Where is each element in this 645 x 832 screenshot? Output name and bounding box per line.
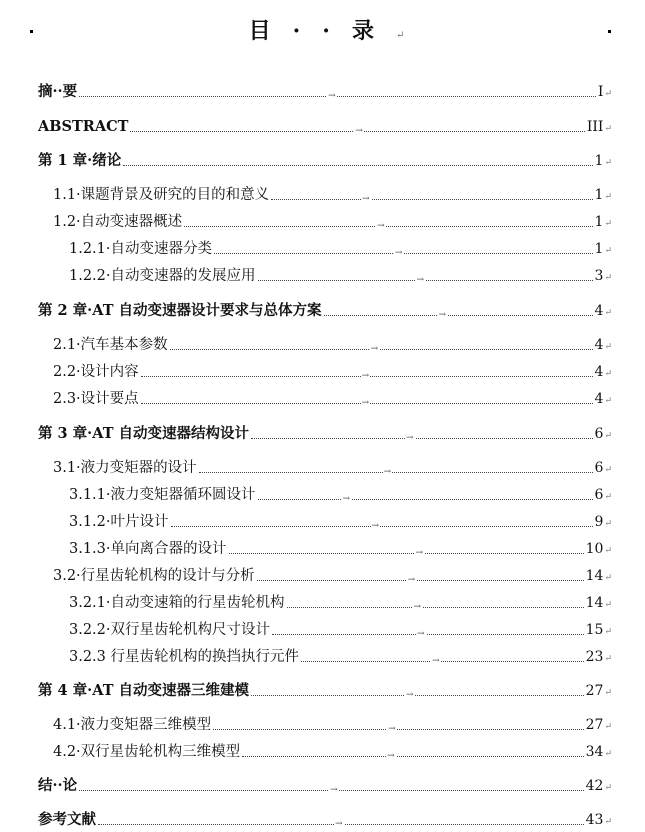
toc-entry-2-2[interactable] [53, 361, 612, 381]
tab-mark-icon: → [370, 344, 379, 354]
tab-mark-icon: → [406, 690, 414, 700]
toc-entry-label: ABSTRACT [38, 118, 129, 135]
paragraph-mark-icon: ↵ [604, 273, 612, 283]
dot-leader [324, 310, 593, 320]
tab-mark-icon: → [328, 91, 336, 101]
toc-entry-label: 3.1.3·单向离合器的设计 [69, 541, 227, 557]
toc-entry-1-2-2[interactable] [69, 265, 612, 285]
toc-entry-chapter-4[interactable] [38, 680, 612, 700]
dot-leader [229, 548, 584, 558]
dot-leader [141, 371, 593, 381]
toc-entry-page: III [586, 119, 604, 135]
paragraph-mark-icon: ↵ [604, 342, 612, 352]
toc-entry-label: 3.1·液力变矩器的设计 [53, 460, 197, 476]
toc-entry-page: 1 [594, 187, 604, 203]
toc-entry-label: 1.1·课题背景及研究的目的和意义 [53, 187, 270, 203]
toc-entry-chapter-1[interactable] [38, 150, 612, 170]
toc-entry-4-2[interactable] [53, 741, 612, 761]
tab-mark-icon: → [387, 751, 395, 761]
toc-entry-page: 14 [585, 595, 604, 611]
toc-entry-page: 6 [594, 460, 604, 476]
paragraph-mark-icon: ↵ [604, 219, 612, 229]
toc-entry-page: 27 [585, 683, 604, 699]
dot-leader [213, 724, 583, 734]
toc-entry-label: 4.1·液力变矩器三维模型 [53, 717, 212, 733]
dot-leader [257, 575, 584, 585]
tab-mark-icon: → [330, 785, 338, 795]
tab-mark-icon: → [388, 724, 396, 734]
dot-leader [79, 785, 584, 795]
paragraph-mark-icon: ↵ [604, 722, 612, 732]
toc-entry-page: 4 [594, 391, 604, 407]
toc-entry-3-2-2[interactable] [69, 619, 612, 639]
paragraph-mark-icon: ↵ [604, 124, 612, 134]
toc-entry-page: 42 [585, 778, 604, 794]
toc-entry-label: 2.1·汽车基本参数 [53, 337, 168, 353]
tab-mark-icon: → [407, 575, 416, 585]
toc-entry-page: 10 [585, 541, 604, 557]
toc-entry-label: 1.2.2·自动变速器的发展应用 [69, 268, 256, 284]
toc-entry-page: 9 [594, 514, 604, 530]
dot-leader [123, 165, 592, 166]
paragraph-mark-icon: ↵ [604, 465, 612, 475]
paragraph-mark-icon: ↵ [604, 431, 612, 441]
toc-entry-1-2[interactable] [53, 211, 612, 231]
paragraph-mark-icon: ↵ [604, 158, 612, 168]
paragraph-mark-icon: ↵ [395, 30, 405, 41]
paragraph-mark-icon: ↵ [604, 627, 612, 637]
paragraph-mark-icon: ↵ [604, 749, 612, 759]
toc-entry-page: I [597, 84, 604, 100]
toc-entry-label: 摘··要 [38, 83, 78, 100]
toc-entry-page: 1 [594, 153, 604, 169]
toc-entry-label: 3.2.1·自动变速箱的行星齿轮机构 [69, 595, 285, 611]
dot-leader [170, 344, 593, 354]
toc-title [0, 14, 645, 45]
toc-entry-page: 4 [594, 337, 604, 353]
toc-entry-4-1[interactable] [53, 714, 612, 734]
toc-entry-3-1-3[interactable] [69, 538, 612, 558]
toc-entry-3-1[interactable] [53, 457, 612, 477]
toc-entry-label: 参考文献 [38, 811, 96, 828]
toc-entry-label: 3.2.3 行星齿轮机构的换挡执行元件 [69, 649, 300, 665]
dot-leader [242, 751, 583, 761]
paragraph-mark-icon: ↵ [604, 600, 612, 610]
toc-entry-3-2[interactable] [53, 565, 612, 585]
dot-leader [301, 656, 584, 666]
toc-entry-1-1[interactable] [53, 184, 612, 204]
paragraph-mark-icon: ↵ [604, 519, 612, 529]
tab-mark-icon: → [362, 194, 370, 204]
tab-mark-icon: → [335, 819, 343, 829]
paragraph-mark-icon: ↵ [604, 573, 612, 583]
toc-entry-label: 2.2·设计内容 [53, 364, 139, 380]
dot-leader [141, 398, 593, 408]
toc-entry-label: 1.2·自动变速器概述 [53, 214, 183, 230]
paragraph-mark-icon: ↵ [604, 817, 612, 827]
toc-entry-page: 1 [594, 214, 604, 230]
tab-mark-icon: → [417, 629, 425, 639]
paragraph-mark-icon: ↵ [604, 688, 612, 698]
dot-leader [130, 126, 584, 136]
toc-entry-chapter-2[interactable] [38, 300, 612, 320]
paragraph-mark-icon: ↵ [604, 369, 612, 379]
tab-mark-icon: → [342, 494, 351, 504]
tab-mark-icon: → [355, 126, 363, 136]
paragraph-mark-icon: ↵ [604, 308, 612, 318]
dot-leader [251, 433, 593, 443]
toc-entry-page: 27 [585, 717, 604, 733]
dot-leader [251, 690, 584, 700]
toc-entry-page: 23 [585, 649, 604, 665]
toc-entry-3-2-3[interactable] [69, 646, 612, 666]
toc-entry-label: 第 4 章·AT 自动变速器三维建模 [38, 682, 250, 699]
toc-entry-page: 4 [594, 364, 604, 380]
paragraph-mark-icon: ↵ [604, 783, 612, 793]
toc-entry-page: 14 [585, 568, 604, 584]
dot-leader [171, 521, 593, 531]
toc-entry-label: 3.2·行星齿轮机构的设计与分析 [53, 568, 255, 584]
dot-leader [214, 248, 593, 258]
tab-mark-icon: → [416, 275, 425, 285]
dot-leader [98, 819, 584, 829]
toc-entry-2-3[interactable] [53, 388, 612, 408]
toc-entry-label: 3.1.2·叶片设计 [69, 514, 169, 530]
toc-title-text: 目··录 [248, 18, 396, 44]
toc-entry-label: 结··论 [38, 777, 78, 794]
toc-entry-page: 4 [594, 303, 604, 319]
dot-leader [258, 494, 593, 504]
toc-entry-page: 6 [594, 426, 604, 442]
toc-entry-3-1-1[interactable] [69, 484, 612, 504]
tab-mark-icon: → [432, 656, 440, 666]
tab-mark-icon: → [438, 310, 447, 320]
toc-entry-page: 43 [585, 812, 604, 828]
tab-mark-icon: → [413, 602, 422, 612]
dot-leader [184, 221, 592, 231]
tab-mark-icon: → [406, 433, 414, 443]
toc-entry-page: 15 [585, 622, 604, 638]
dot-leader [258, 275, 593, 285]
dot-leader [271, 194, 592, 204]
tab-mark-icon: → [415, 548, 424, 558]
paragraph-mark-icon: ↵ [604, 492, 612, 502]
toc-entry-abstract-cn[interactable] [38, 81, 612, 101]
paragraph-mark-icon: ↵ [604, 246, 612, 256]
toc-entry-label: 1.2.1·自动变速器分类 [69, 241, 213, 257]
paragraph-mark-icon: ↵ [604, 654, 612, 664]
toc-entry-page: 6 [594, 487, 604, 503]
toc-entry-3-1-2[interactable] [69, 511, 612, 531]
tab-mark-icon: → [383, 467, 392, 477]
toc-entry-2-1[interactable] [53, 334, 612, 354]
paragraph-mark-icon: ↵ [604, 546, 612, 556]
toc-entry-label: 第 2 章·AT 自动变速器设计要求与总体方案 [38, 302, 322, 319]
toc-entry-label: 4.2·双行星齿轮机构三维模型 [53, 744, 241, 760]
toc-entry-page: 1 [594, 241, 604, 257]
tab-mark-icon: → [361, 398, 370, 408]
toc-entry-label: 第 1 章·绪论 [38, 152, 122, 169]
toc-entry-label: 3.1.1·液力变矩器循环圆设计 [69, 487, 256, 503]
dot-leader [199, 467, 593, 477]
paragraph-mark-icon: ↵ [604, 89, 612, 99]
toc-entry-page: 3 [594, 268, 604, 284]
toc-entry-page: 34 [585, 744, 604, 760]
dot-leader [79, 91, 596, 101]
dot-leader [287, 602, 584, 612]
paragraph-mark-icon: ↵ [604, 396, 612, 406]
toc-entry-abstract-en[interactable] [38, 116, 612, 136]
toc-entry-label: 2.3·设计要点 [53, 391, 139, 407]
toc-entry-chapter-3[interactable] [38, 423, 612, 443]
tab-mark-icon: → [361, 371, 370, 381]
toc-entry-label: 第 3 章·AT 自动变速器结构设计 [38, 425, 250, 442]
toc-entry-label: 3.2.2·双行星齿轮机构尺寸设计 [69, 622, 271, 638]
tab-mark-icon: → [377, 221, 385, 231]
tab-mark-icon: → [395, 248, 403, 258]
toc-entry-references[interactable] [38, 809, 612, 829]
toc-entry-conclusion[interactable] [38, 775, 612, 795]
dot-leader [272, 629, 584, 639]
paragraph-mark-icon: ↵ [604, 192, 612, 202]
toc-entry-1-2-1[interactable] [69, 238, 612, 258]
tab-mark-icon: → [371, 521, 380, 531]
toc-entry-3-2-1[interactable] [69, 592, 612, 612]
